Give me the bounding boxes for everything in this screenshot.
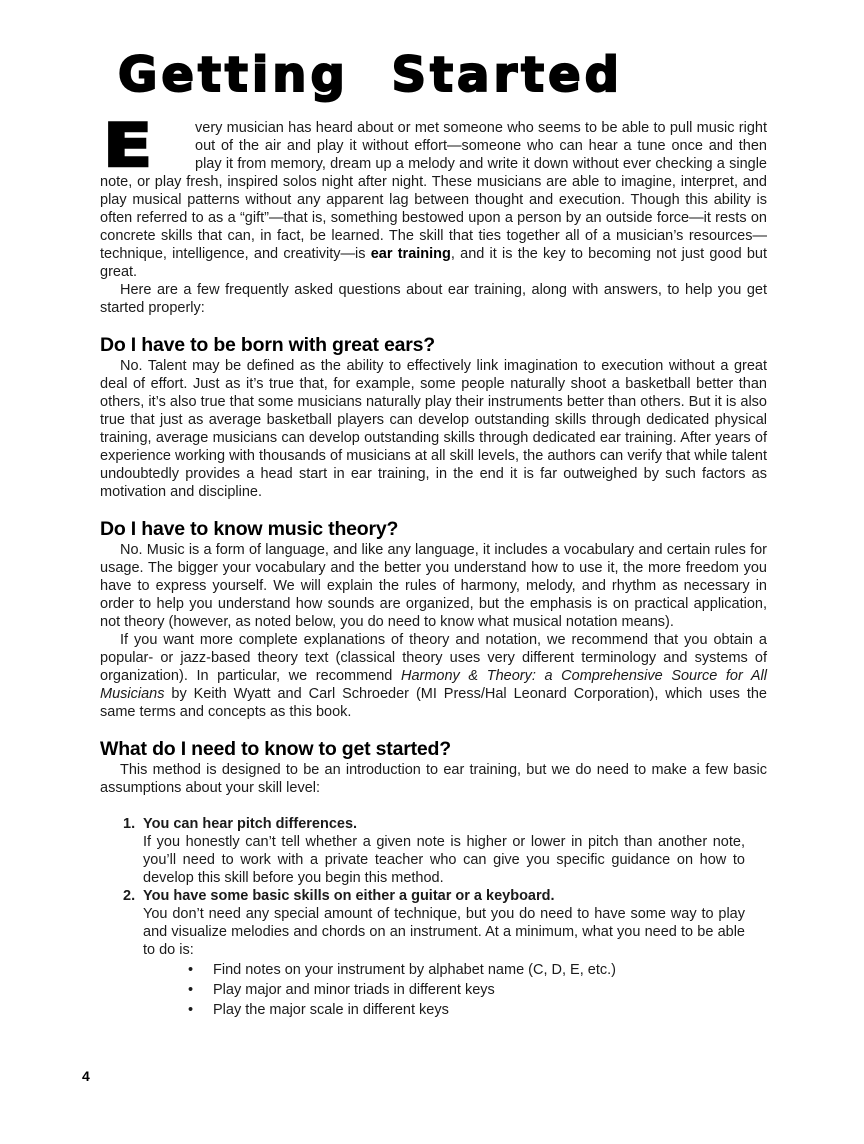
theory-paragraph-end: by Keith Wyatt and Carl Schroeder (MI Press/Hal Leonard Corporation), which uses the same terms and concepts as this book.	[100, 686, 767, 720]
list-item-title: You have some basic skills on either a guitar or a keyboard.	[143, 888, 555, 904]
book-title-italic: Harmony & Theory: a Comprehensive Source for All Musicians	[100, 668, 767, 702]
assumptions-list	[123, 815, 745, 1019]
bullet-icon: •	[188, 982, 194, 998]
intro-paragraph-2: Here are a few frequently asked questions about ear training, along with answers, to help you get started properly:	[100, 282, 767, 316]
list-item-text: You don’t need any special amount of technique, but you do need to have some way to play and visualize melodies and chords on an instrument. At a minimum, what you need to be able to do is:	[143, 906, 745, 958]
list-item-number: 2.	[123, 888, 136, 904]
list-item-number: 1.	[123, 816, 136, 832]
section-get-started-intro: This method is designed to be an introduction to ear training, but we do need to make a few basic assumptions about your skill level:	[100, 762, 767, 796]
section-heading-born-with-great-ears: Do I have to be born with great ears?	[100, 334, 435, 356]
list-item-body	[143, 887, 745, 1019]
section-born-with-great-ears	[100, 334, 767, 501]
section-get-started	[100, 738, 767, 1019]
page-content	[100, 47, 768, 1019]
bullet-text: Play the major scale in different keys	[213, 1002, 449, 1018]
intro-section	[100, 111, 768, 317]
section-music-theory-paragraph-1: No. Music is a form of language, and like any language, it includes a vocabulary and certain rules for usage. The bigger your vocabulary and the better you understand how to use it, the more freedom you have to express yourself. We will explain the rules of harmony, melody, and rhythm as necessary in order to help you understand how sounds are organized, but the emphasis is on practical application, not theory (however, as noted below, you do need to know what musical notation means).	[100, 542, 767, 630]
intro-paragraph-1-end: , and it is the key to becoming not just good but great.	[100, 246, 768, 280]
section-music-theory-paragraph-2	[100, 631, 767, 721]
bullet-icon: •	[188, 962, 194, 978]
section-music-theory	[100, 518, 767, 721]
bullet-text: Play major and minor triads in different keys	[213, 982, 495, 998]
list-item-title: You can hear pitch differences.	[143, 816, 358, 832]
ear-training-bold-term: ear training	[370, 246, 451, 262]
section-body-born-with-great-ears: No. Talent may be defined as the ability to effectively link imagination to execution without a great deal of effort. Just as it’s true that, for example, some people naturally shoot a basketball better than others, it’s also true that some musicians naturally play their instruments better than others. But it is also true that just as average basketball players can develop outstanding skills through dedicated physical training, average musicians can develop outstanding skills through dedicated ear training. After years of experience working with thousands of musicians at all skill levels, the authors can verify that while talent undoubtedly provides a head start in ear training, in the end it is far outweighed by such factors as motivation and discipline.	[100, 358, 767, 500]
list-item-body	[143, 815, 745, 887]
bullet-text: Find notes on your instrument by alphabet name (C, D, E, etc.)	[213, 962, 616, 978]
list-item-text: If you honestly can’t tell whether a given note is higher or lower in pitch than another note, you’ll need to work with a private teacher who can give you specific guidance on how to develop this skill before you begin this method.	[143, 834, 745, 886]
intro-paragraph-1-text: very musician has heard about or met someone who seems to be able to pull music right out of the air and play it without effort—someone who can hear a tune once and then play it from memory, dream up a melody and write it down without ever checking a single note, or play fresh, inspired solos night after night. These musicians are able to imagine, interpret, and play musical patterns without any apparent lag between thought and execution. Though this ability is often referred to as a “gift”—that is, something bestowed upon a person by an outside force—it rests on concrete skills that can, in fact, be learned. The skill that ties together all of a musician’s resources—technique, intelligence, and creativity—is	[100, 120, 767, 262]
section-heading-get-started: What do I need to know to get started?	[100, 738, 451, 760]
bullet-icon: •	[188, 1002, 194, 1018]
skills-bullet-list	[188, 961, 745, 1019]
drop-cap: E	[103, 111, 153, 181]
intro-paragraph-1	[100, 111, 768, 281]
page-number: 4	[82, 1068, 90, 1084]
theory-paragraph-text: If you want more complete explanations of theory and notation, we recommend that you obtain a popular- or jazz-based theory text (classical theory uses very different terminology and systems of organization). In particular, we recommend	[100, 632, 767, 684]
list-item-basic-skills	[123, 887, 745, 1019]
bullet-item-play-major-scale	[188, 1001, 745, 1019]
section-heading-music-theory: Do I have to know music theory?	[100, 518, 399, 540]
bullet-item-play-triads	[188, 981, 745, 999]
list-item-pitch-differences	[123, 815, 745, 887]
page-title: Getting Started	[118, 47, 623, 103]
bullet-item-find-notes	[188, 961, 745, 979]
